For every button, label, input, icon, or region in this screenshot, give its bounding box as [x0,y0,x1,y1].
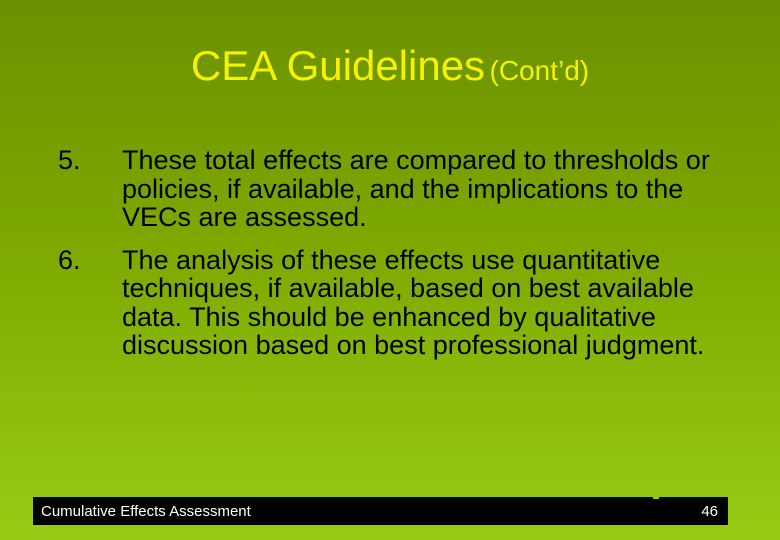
page-number: 46 [701,503,718,520]
list-item-number: 6. [58,244,81,275]
footer-title: Cumulative Effects Assessment [41,503,251,520]
list-item-text: These total effects are compared to thresholds or policies, if available, and the implications to the VECs are assessed. [122,145,710,232]
title-main: CEA Guidelines [190,42,486,89]
title-sub: (Cont’d) [489,55,590,86]
slide-title [0,42,780,90]
list-item [58,146,758,232]
footer-divider [653,497,659,499]
footer-bar [33,497,728,525]
list-item-number: 5. [58,145,81,175]
list-item-text: The analysis of these effects use quantitative techniques, if available, based on best available data. This should be enhanced by qualitative discussion based on best professional judgment. [122,244,705,360]
list-item [58,246,758,360]
numbered-list [58,146,758,374]
